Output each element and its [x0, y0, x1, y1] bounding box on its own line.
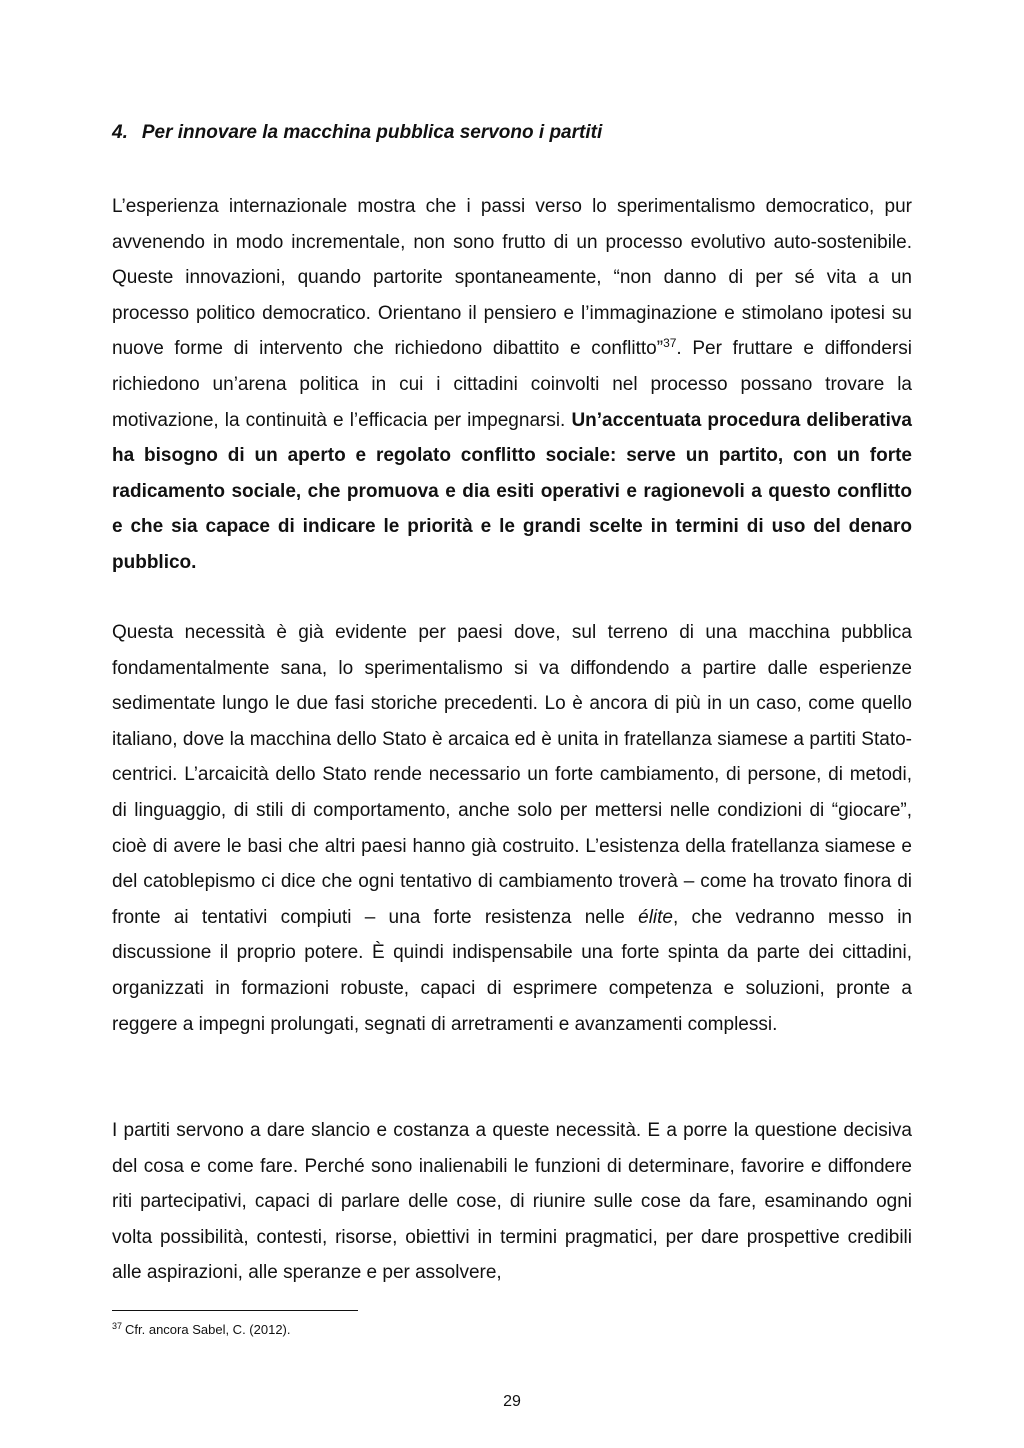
section-title: Per innovare la macchina pubblica servono i partiti — [141, 122, 603, 143]
paragraph-1 — [112, 189, 912, 581]
paragraph-2-text-b: , che vedranno messo in discussione il proprio potere. È quindi indispensabile una forte spinta da parte dei cittadini, organizzati in formazioni robuste, capaci di esprimere competenza e soluzioni, pronte a reggere a impegni prolungati, segnati di arretramenti e avanzamenti complessi. — [112, 906, 912, 1035]
section-number: 4. — [112, 122, 128, 143]
footnote-separator — [112, 1310, 358, 1311]
paragraph-1-text-a: L’esperienza internazionale mostra che i passi verso lo sperimentalismo democratico, pur avvenendo in modo incrementale, non sono frutto di un processo evolutivo auto-sostenibile. Queste innovazioni, quando partorite spontaneamente, “non danno di per sé vita a un processo politico democratico. Orientano il pensiero e l’immaginazione e stimolano ipotesi su nuove forme di intervento che richiedono dibattito e conflitto” — [112, 196, 912, 360]
paragraph-3 — [112, 1113, 912, 1291]
footnote — [112, 1322, 291, 1337]
paragraph-2-italic-word: élite — [638, 906, 673, 928]
paragraph-3-text: I partiti servono a dare slancio e costanza a queste necessità. E a porre la questione decisiva del cosa e come fare. Perché sono inalienabili le funzioni di determinare, favorire e diffondere riti partecipativi, capaci di parlare delle cose, di riunire sulle cose da fare, esaminando ogni volta possibilità, contesti, risorse, obiettivi in termini pragmatici, per dare prospettive credibili alle aspirazioni, alle speranze e per assolvere, — [112, 1120, 912, 1284]
page-number: 29 — [503, 1393, 521, 1410]
paragraph-1-bold-text: Un’accentuata procedura deliberativa ha bisogno di un aperto e regolato conflitto sociale: serve un partito, con un forte radicamento sociale, che promuova e dia esiti operativi e ragionevoli a questo conflitto e che sia capace di indicare le priorità e le grandi scelte in termini di uso del denaro pubblico. — [112, 409, 912, 573]
footnote-number: 37 — [112, 1321, 123, 1331]
footnote-reference[interactable]: 37 — [663, 336, 677, 351]
section-heading — [112, 122, 602, 144]
paragraph-2 — [112, 615, 912, 1042]
paragraph-1-text-b: . Per fruttare e diffondersi richiedono un’arena politica in cui i cittadini coinvolti nel processo possano trovare la motivazione, la continuità e l’efficacia per impegnarsi. — [112, 338, 912, 431]
footnote-text: Cfr. ancora Sabel, C. (2012). — [125, 1322, 291, 1337]
paragraph-2-text-a: Questa necessità è già evidente per paesi dove, sul terreno di una macchina pubblica fondamentalmente sana, lo sperimentalismo si va diffondendo a partire dalle esperienze sedimentate lungo le due fasi storiche precedenti. Lo è ancora di più in un caso, come quello italiano, dove la macchina dello Stato è arcaica ed è unita in fratellanza siamese a partiti Stato-centrici. L’arcaicità dello Stato rende necessario un forte cambiamento, di persone, di metodi, di linguaggio, di stili di comportamento, anche solo per mettersi nelle condizioni di “giocare”, cioè di avere le basi che altri paesi hanno già costruito. L’esistenza della fratellanza siamese e del catoblepismo ci dice che ogni tentativo di cambiamento troverà – come ha trovato finora di fronte ai tentativi compiuti – una forte resistenza nelle — [112, 622, 912, 928]
